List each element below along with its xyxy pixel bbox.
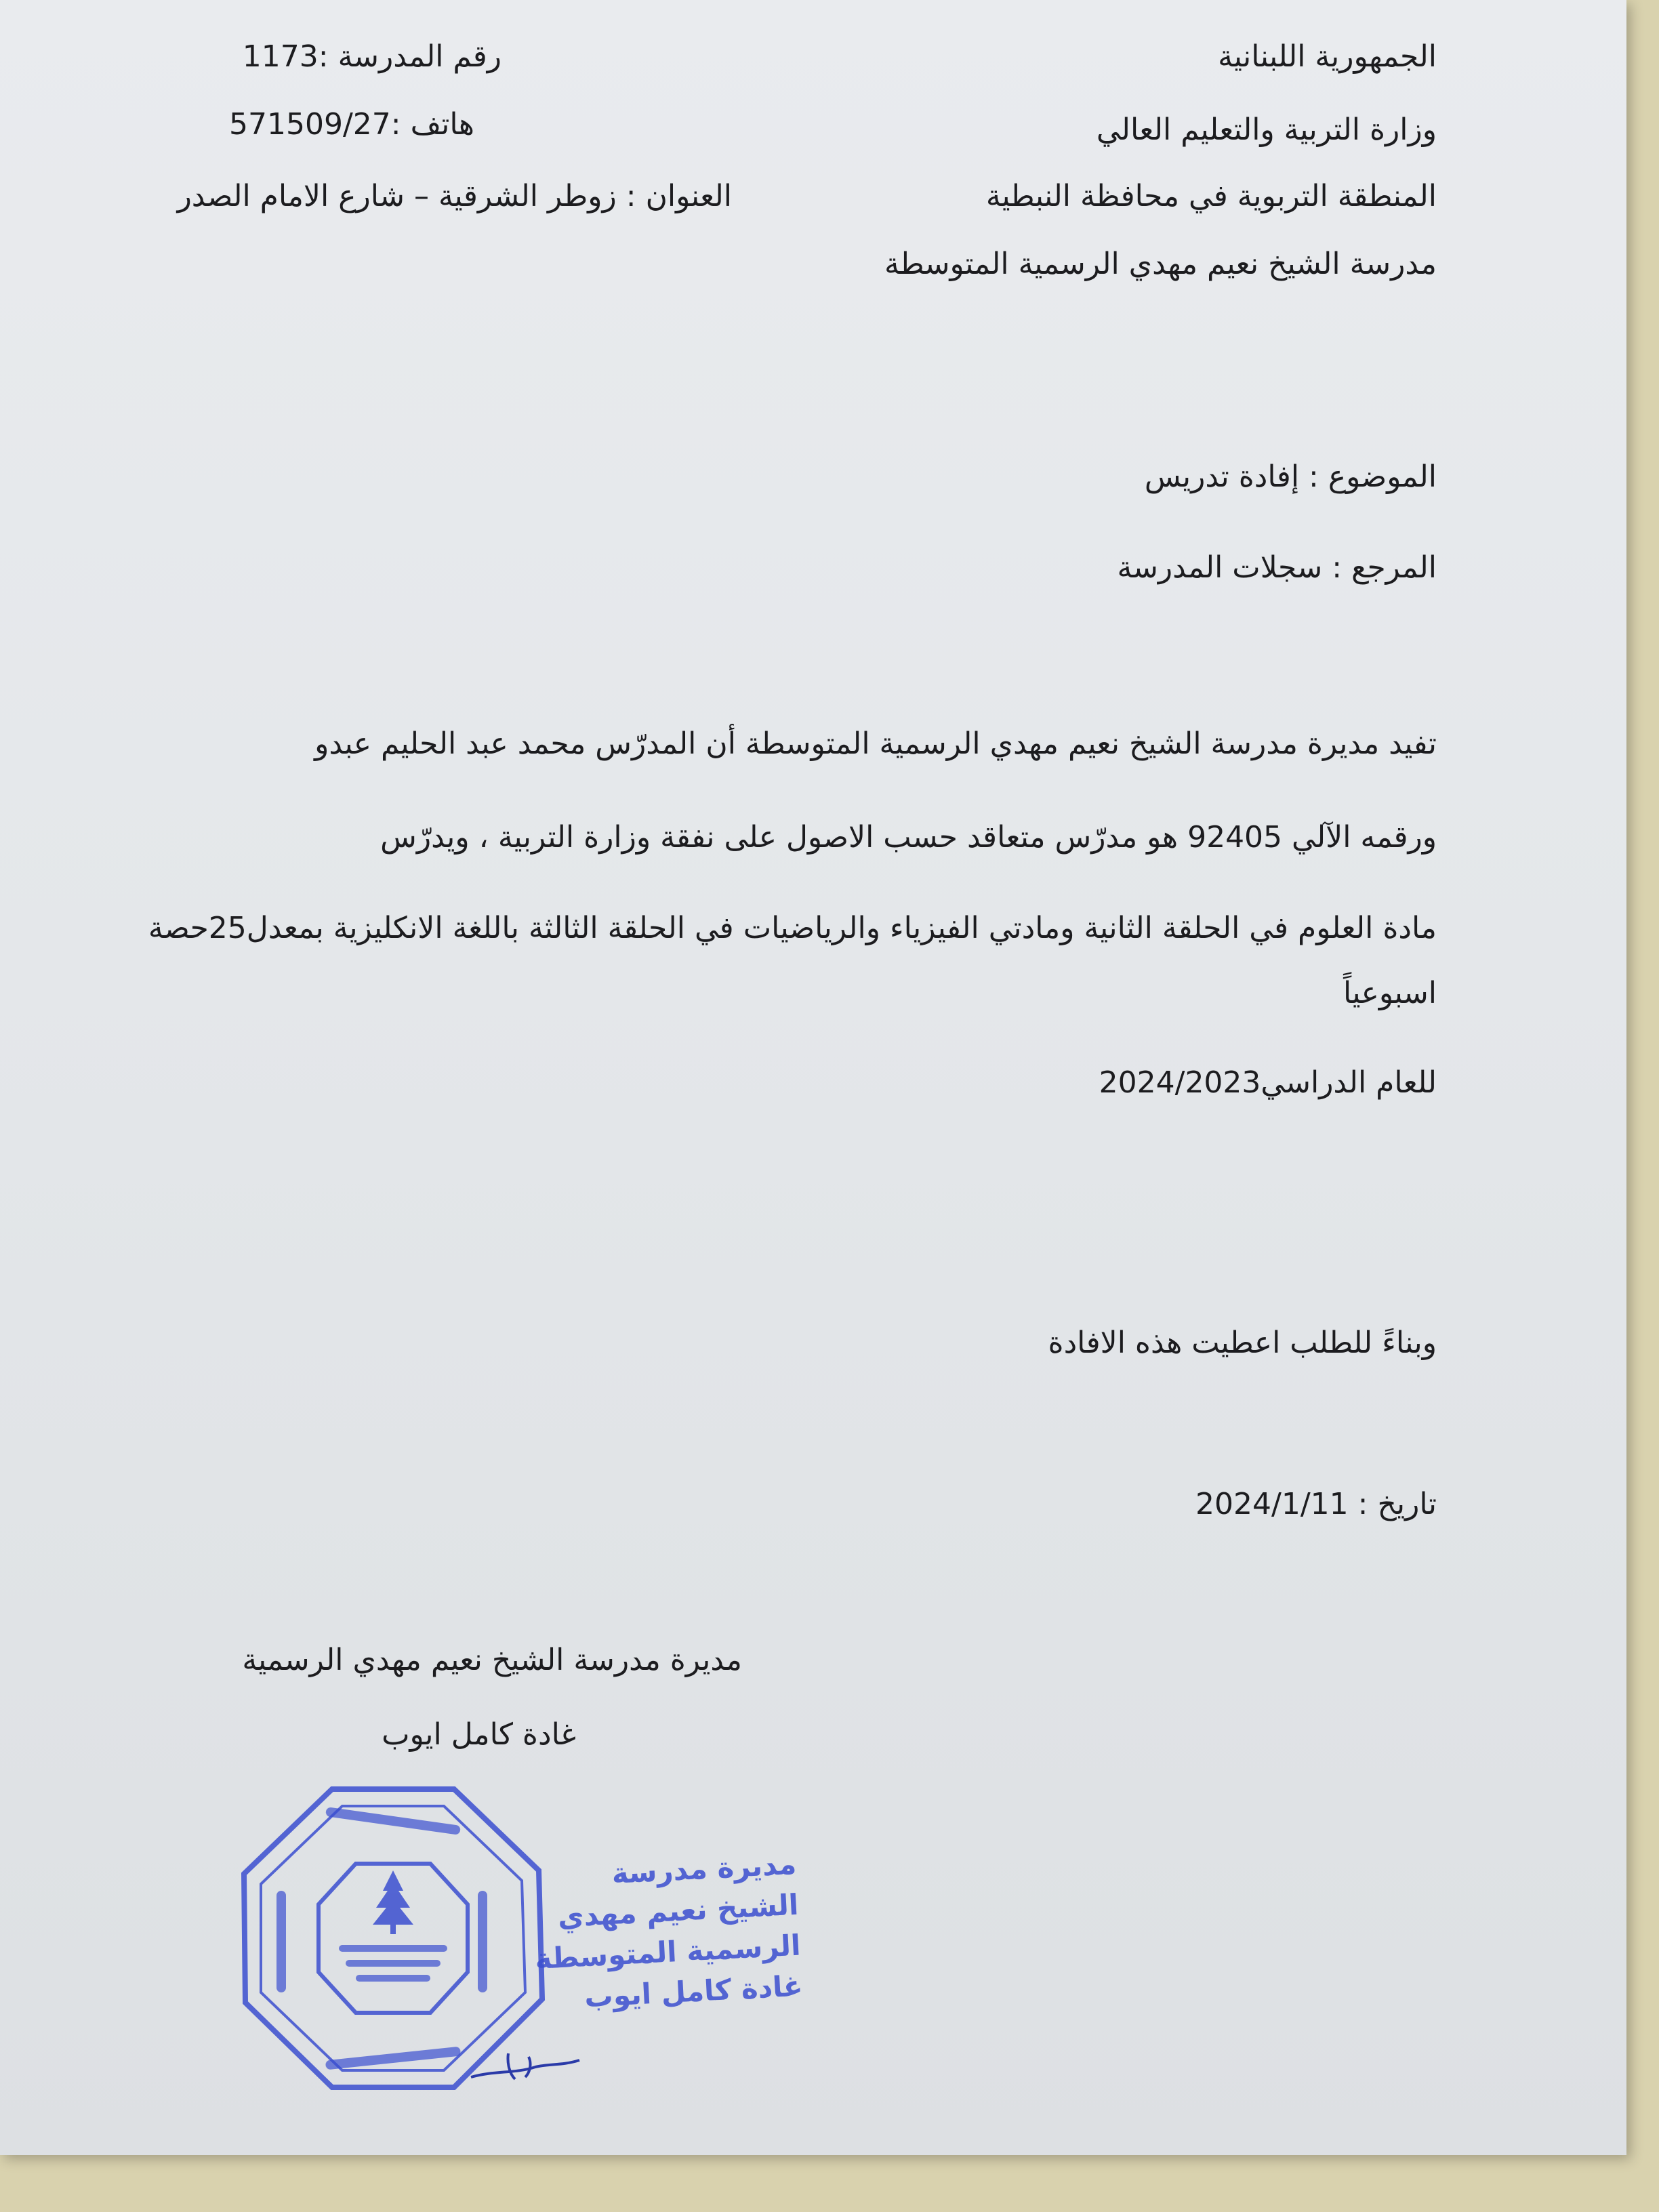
school-address: العنوان : زوطر الشرقية – شارع الامام الصدر <box>177 179 732 213</box>
body-line-3: مادة العلوم في الحلقة الثانية ومادتي الفيزياء والرياضيات في الحلقة الثالثة باللغة الانكليزية بمعدل25حصة <box>148 911 1437 945</box>
subject-line: الموضوع : إفادة تدريس <box>1144 459 1437 494</box>
stamp-side-text <box>534 1844 804 2020</box>
signatory-name: غادة كامل ايوب <box>382 1717 576 1752</box>
header-ministry: وزارة التربية والتعليم العالي <box>1096 112 1437 147</box>
stamp-line-4: غادة كامل ايوب <box>583 1969 804 2014</box>
header-region: المنطقة التربوية في محافظة النبطية <box>985 179 1437 213</box>
body-line-1: تفيد مديرة مدرسة الشيخ نعيم مهدي الرسمية المتوسطة أن المدرّس محمد عبد الحليم عبدو <box>314 726 1437 761</box>
reference-line: المرجع : سجلات المدرسة <box>1117 550 1437 585</box>
handwritten-signature <box>468 2040 583 2087</box>
school-phone: هاتف :571509/27 <box>229 107 474 142</box>
school-number: رقم المدرسة :1173 <box>242 39 501 74</box>
stamp-line-2: الشيخ نعيم مهدي <box>556 1887 800 1934</box>
stamp-line-3: الرسمية المتوسطة <box>534 1928 802 1976</box>
body-line-4: اسبوعياً <box>1343 976 1437 1010</box>
header-school: مدرسة الشيخ نعيم مهدي الرسمية المتوسطة <box>884 247 1437 281</box>
signatory-title: مديرة مدرسة الشيخ نعيم مهدي الرسمية <box>242 1643 742 1677</box>
body-line-5: للعام الدراسي2024/2023 <box>1099 1065 1437 1100</box>
header-country: الجمهورية اللبنانية <box>1218 39 1437 74</box>
body-line-2: ورقمه الآلي 92405 هو مدرّس متعاقد حسب الاصول على نفقة وزارة التربية ، ويدرّس <box>380 820 1437 855</box>
stamp-line-1: مديرة مدرسة <box>611 1847 798 1890</box>
closing-line: وبناءً للطلب اعطيت هذه الافادة <box>1048 1326 1437 1360</box>
date-line: تاريخ : 2024/1/11 <box>1195 1487 1437 1521</box>
